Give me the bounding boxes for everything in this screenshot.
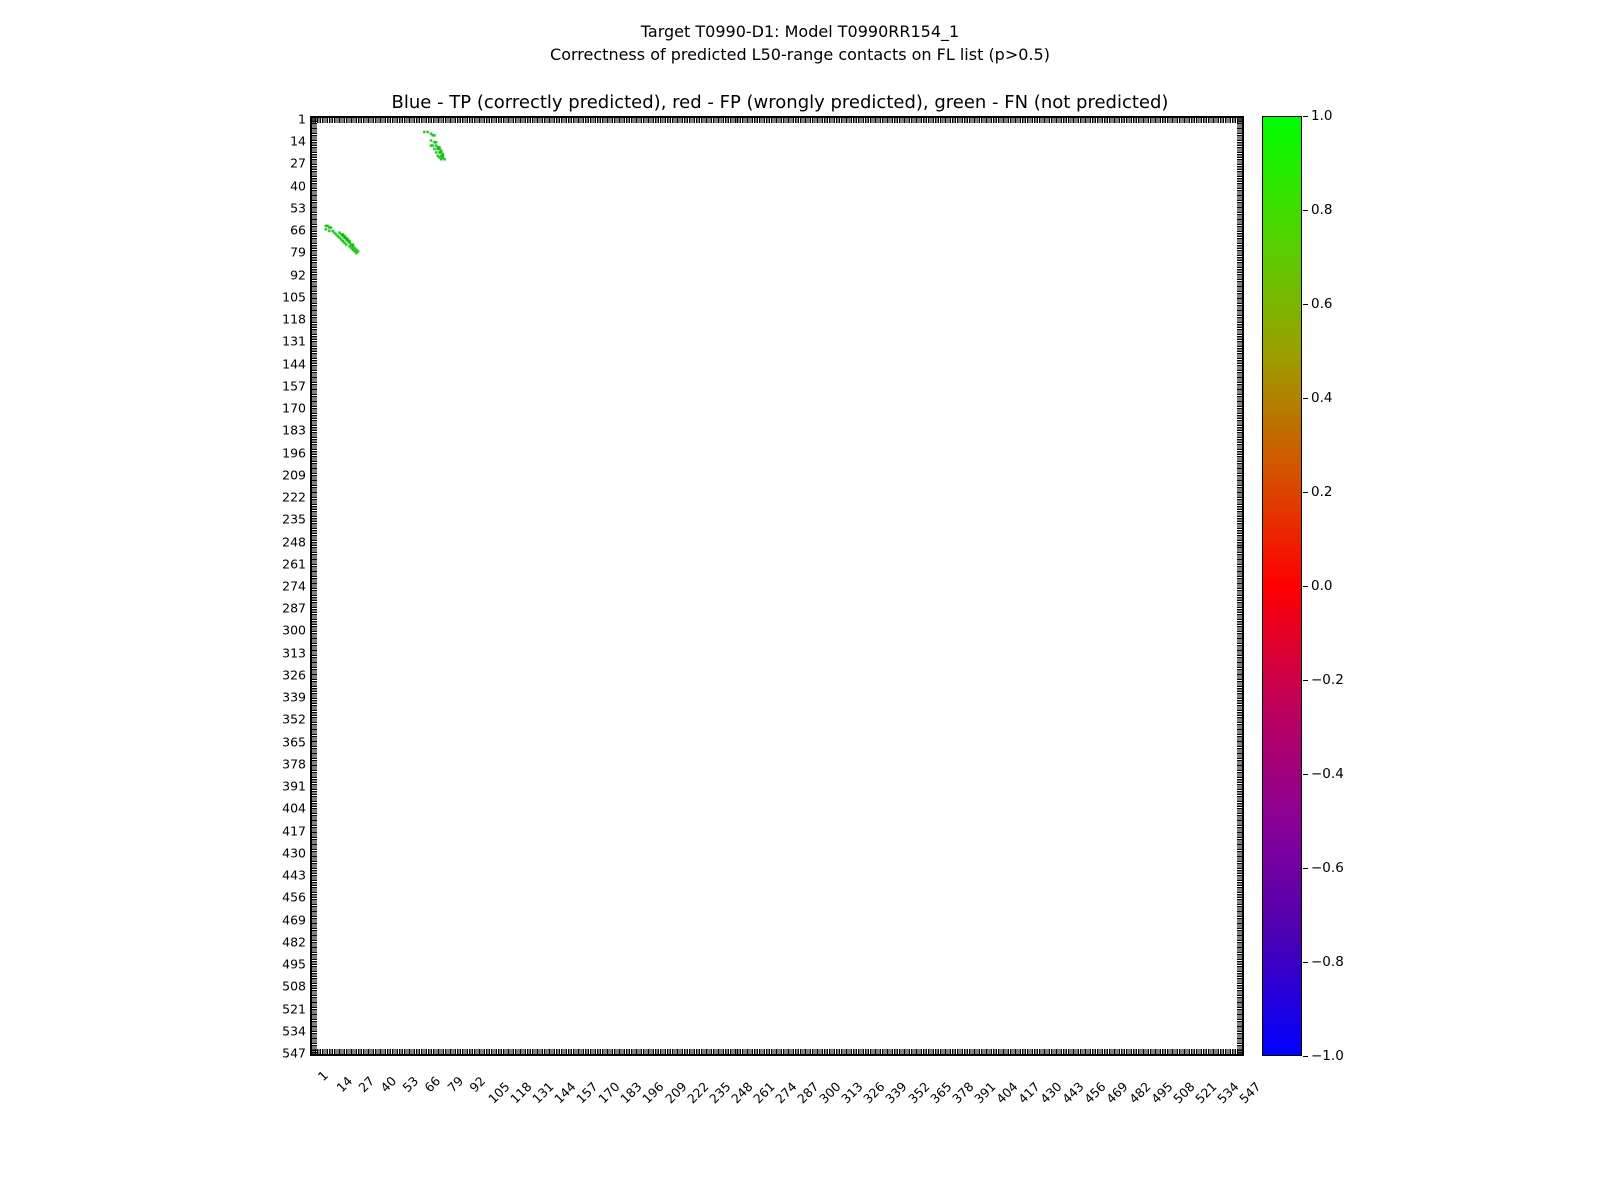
chart-title-block [0, 20, 1600, 66]
y-tick-label: 79 [290, 244, 306, 260]
colorbar [1262, 108, 1344, 1064]
x-tick-label: 144 [551, 1078, 579, 1107]
colorbar-tick-mark [1303, 492, 1308, 493]
y-tick-label: 443 [282, 867, 306, 883]
y-tick-label: 118 [282, 311, 306, 327]
x-tick-label: 287 [794, 1078, 822, 1107]
y-tick-label: 183 [282, 422, 306, 438]
colorbar-tick-label: 0.0 [1311, 578, 1333, 594]
x-tick-label: 183 [617, 1078, 645, 1107]
y-axis-tick-labels [256, 111, 306, 1061]
y-tick-label: 547 [282, 1045, 306, 1061]
y-tick-label: 456 [282, 889, 306, 905]
x-tick-label: 53 [399, 1073, 422, 1096]
x-tick-label: 339 [882, 1078, 911, 1107]
x-tick-label: 391 [970, 1078, 999, 1107]
x-tick-label: 274 [772, 1078, 800, 1107]
colorbar-tick-label: 0.8 [1311, 202, 1333, 218]
y-tick-label: 430 [282, 845, 306, 861]
y-tick-label: 521 [282, 1001, 306, 1017]
colorbar-tick-label: 0.4 [1311, 390, 1333, 406]
colorbar-tick-label: −0.8 [1311, 954, 1344, 970]
y-tick-label: 378 [282, 756, 306, 772]
y-tick-label: 144 [282, 356, 306, 372]
x-tick-label: 495 [1147, 1078, 1176, 1107]
colorbar-tick-label: −0.6 [1311, 860, 1344, 876]
y-tick-label: 365 [282, 734, 306, 750]
y-tick-label: 313 [282, 645, 306, 661]
x-tick-label: 313 [838, 1078, 866, 1107]
x-tick-label: 443 [1059, 1078, 1087, 1107]
x-tick-label: 196 [639, 1078, 668, 1107]
colorbar-gradient [1262, 116, 1302, 1056]
colorbar-tick-mark [1303, 398, 1308, 399]
colorbar-tick-label: −1.0 [1311, 1048, 1344, 1064]
x-tick-label: 365 [926, 1078, 955, 1107]
y-tick-label: 495 [282, 956, 306, 972]
x-tick-label: 534 [1214, 1078, 1242, 1107]
colorbar-tick-mark [1303, 1056, 1308, 1057]
colorbar-tick-mark [1303, 586, 1308, 587]
x-tick-label: 79 [443, 1073, 466, 1096]
colorbar-tick-mark [1303, 116, 1308, 117]
y-tick-label: 391 [282, 778, 306, 794]
y-tick-label: 274 [282, 578, 306, 594]
y-tick-label: 326 [282, 667, 306, 683]
x-tick-label: 417 [1015, 1078, 1043, 1107]
y-tick-label: 66 [290, 222, 306, 238]
x-tick-label: 92 [466, 1073, 488, 1096]
x-tick-label: 118 [506, 1078, 535, 1107]
x-tick-label: 1 [314, 1067, 331, 1084]
x-tick-label: 300 [816, 1078, 844, 1107]
colorbar-tick-label: 1.0 [1311, 108, 1333, 124]
colorbar-tick-mark [1303, 962, 1308, 963]
y-tick-label: 417 [282, 823, 306, 839]
x-tick-label: 248 [727, 1078, 756, 1107]
x-tick-label: 105 [484, 1078, 513, 1107]
colorbar-tick-mark [1303, 210, 1308, 211]
x-tick-label: 404 [993, 1078, 1021, 1107]
x-tick-label: 66 [421, 1073, 444, 1096]
y-tick-label: 27 [290, 155, 306, 171]
y-tick-label: 196 [282, 445, 306, 461]
colorbar-tick-mark [1303, 774, 1308, 775]
y-tick-label: 222 [282, 489, 306, 505]
x-tick-label: 547 [1236, 1078, 1264, 1107]
colorbar-tick-mark [1303, 868, 1308, 869]
y-tick-label: 534 [282, 1023, 306, 1039]
y-tick-label: 53 [290, 200, 306, 216]
x-tick-label: 521 [1191, 1078, 1220, 1107]
x-tick-label: 508 [1169, 1078, 1198, 1107]
x-axis-tick-labels [310, 1062, 1264, 1122]
y-tick-label: 248 [282, 534, 306, 550]
y-tick-label: 170 [282, 400, 306, 416]
y-tick-label: 131 [282, 333, 306, 349]
x-tick-label: 456 [1081, 1078, 1109, 1107]
x-tick-label: 378 [948, 1078, 977, 1107]
y-tick-label: 209 [282, 467, 306, 483]
x-tick-label: 14 [333, 1073, 356, 1096]
y-tick-label: 339 [282, 689, 306, 705]
colorbar-tick-mark [1303, 304, 1308, 305]
chart-title-line-2: Correctness of predicted L50-range contacts on FL list (p>0.5) [550, 45, 1050, 65]
y-tick-label: 105 [282, 289, 306, 305]
x-tick-label: 326 [860, 1078, 888, 1107]
y-tick-label: 469 [282, 912, 306, 928]
colorbar-tick-label: 0.2 [1311, 484, 1333, 500]
y-tick-label: 261 [282, 556, 306, 572]
x-tick-label: 131 [529, 1078, 557, 1107]
x-tick-label: 352 [904, 1078, 933, 1107]
x-tick-label: 235 [705, 1078, 734, 1107]
y-tick-label: 352 [282, 711, 306, 727]
chart-title-line-1: Target T0990-D1: Model T0990RR154_1 [640, 22, 960, 41]
chart-legend-text: Blue - TP (correctly predicted), red - FP (wrongly predicted), green - FN (not predicted) [391, 92, 1169, 113]
y-tick-label: 235 [282, 511, 306, 527]
y-tick-label: 508 [282, 978, 306, 994]
x-tick-label: 27 [355, 1073, 378, 1096]
x-tick-label: 430 [1037, 1078, 1065, 1107]
y-tick-label: 40 [290, 178, 306, 194]
y-tick-label: 300 [282, 622, 306, 638]
x-tick-label: 222 [683, 1078, 712, 1107]
contact-map-plot-area [310, 116, 1244, 1056]
x-tick-label: 157 [573, 1078, 601, 1107]
x-tick-label: 261 [750, 1078, 778, 1107]
x-tick-label: 482 [1125, 1078, 1154, 1107]
x-tick-label: 40 [377, 1073, 400, 1096]
y-tick-label: 482 [282, 934, 306, 950]
y-tick-label: 14 [290, 133, 306, 149]
y-tick-label: 1 [298, 111, 306, 127]
x-tick-label: 209 [661, 1078, 690, 1107]
contact-map-canvas [312, 118, 1242, 1054]
y-tick-label: 287 [282, 600, 306, 616]
colorbar-tick-label: −0.2 [1311, 672, 1344, 688]
colorbar-tick-labels [1303, 108, 1373, 1064]
y-tick-label: 404 [282, 800, 306, 816]
colorbar-tick-label: −0.4 [1311, 766, 1344, 782]
x-tick-label: 469 [1103, 1078, 1132, 1107]
y-tick-label: 92 [290, 267, 306, 283]
y-tick-label: 157 [282, 378, 306, 394]
x-tick-label: 170 [595, 1078, 623, 1107]
colorbar-tick-label: 0.6 [1311, 296, 1333, 312]
colorbar-tick-mark [1303, 680, 1308, 681]
